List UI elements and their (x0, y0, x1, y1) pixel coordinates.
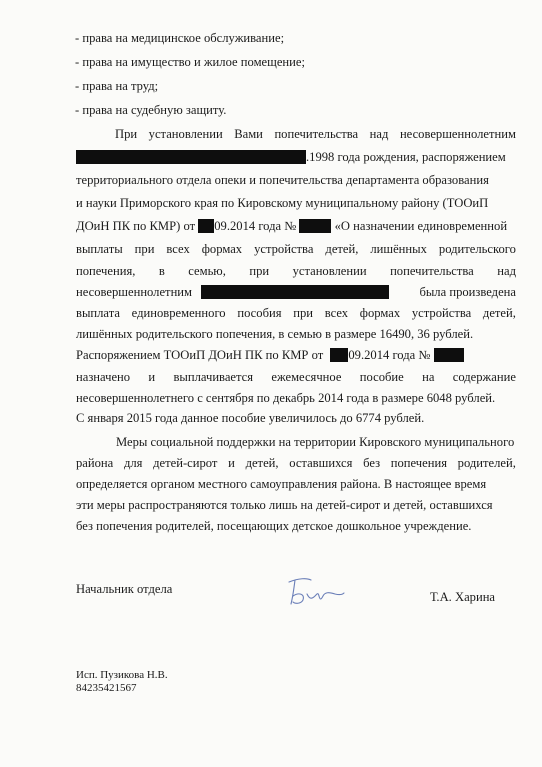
signer-name: Т.А. Харина (430, 590, 496, 604)
text-span: ДОиН ПК по КМР) от (76, 219, 196, 233)
p1-line-6 (76, 242, 516, 257)
word: и (228, 456, 235, 470)
word: детей-сирот (153, 456, 218, 470)
redacted-number (434, 348, 464, 362)
word: выплаты (76, 242, 123, 256)
p1-line-10: лишённых родительского попечения, в семью в размере 16490, 36 рублей. (76, 327, 474, 341)
rights-item-3: - права на труд; (75, 79, 159, 93)
word: родительского (438, 242, 516, 256)
p1-line-4: и науки Приморского края по Кировскому муниципальному району (ТООиП (76, 196, 489, 210)
word: и (148, 370, 156, 384)
rights-item-4: - права на судебную защиту. (75, 103, 227, 117)
word: попечения (390, 456, 447, 470)
p1-line-11 (76, 348, 464, 363)
p2-line-4: эти меры распространяются только лишь на детей-сирот и детей, оставшихся (76, 498, 493, 512)
word: При (115, 127, 138, 141)
word: несовершеннолетним (399, 127, 516, 141)
word: без (363, 456, 381, 470)
redacted-day (330, 348, 348, 362)
word: ежемесячное (271, 370, 342, 384)
p2-line-2 (76, 456, 516, 471)
word: формах (201, 242, 243, 256)
text-span: .1998 года рождения, распоряжением (306, 150, 506, 164)
redacted-day (198, 219, 214, 233)
rights-item-2: - права на имущество и жилое помещение; (75, 55, 305, 69)
p1-line-7 (76, 264, 516, 279)
word: родителей, (457, 456, 516, 470)
word: попечительства (390, 264, 474, 278)
redacted-number (299, 219, 331, 233)
signer-position: Начальник отдела (76, 582, 173, 596)
executor-phone: 84235421567 (76, 682, 137, 694)
text-span: «О назначении единовременной (334, 219, 508, 233)
handwritten-signature (285, 574, 345, 608)
word: детей, (245, 456, 279, 470)
word: выплата (76, 306, 120, 320)
word: Вами (234, 127, 263, 141)
p1-line-2 (76, 150, 506, 165)
word: единовременного (131, 306, 226, 320)
word: для (123, 456, 143, 470)
word: выплачивается (173, 370, 254, 384)
p2-line-1: Меры социальной поддержки на территории Кировского муниципального (116, 435, 515, 449)
word: детей, (482, 306, 516, 320)
word: содержание (452, 370, 516, 384)
word: при (134, 242, 155, 256)
word: при (293, 306, 314, 320)
text-span: 09.2014 года № (214, 219, 297, 233)
word: устройства (411, 306, 472, 320)
word: устройства (254, 242, 314, 256)
word: детей, (325, 242, 359, 256)
rights-item-1: - права на медицинское обслуживание; (75, 31, 285, 45)
redacted-name (76, 150, 306, 164)
p2-line-5: без попечения родителей, посещающих детское дошкольное учреждение. (76, 519, 472, 533)
text-span: несовершеннолетним (76, 285, 193, 299)
word: назначено (76, 370, 131, 384)
word: попечительства (274, 127, 359, 141)
p1-line-12 (76, 370, 516, 385)
p1-line-13: несовершеннолетнего с сентября по декабрь 2014 года в размере 6048 рублей. (76, 391, 496, 405)
text-span: была произведена (419, 285, 516, 299)
word: района (76, 456, 114, 470)
word: формах (359, 306, 401, 320)
word: установлении (292, 264, 367, 278)
word: семью, (188, 264, 226, 278)
p1-line-14: С января 2015 года данное пособие увеличилось до 6774 рублей. (76, 411, 425, 425)
p1-line-5 (76, 219, 507, 234)
p1-line-3: территориального отдела опеки и попечительства департамента образования (76, 173, 489, 187)
word: лишённых (370, 242, 427, 256)
word: над (369, 127, 389, 141)
p2-line-3: определяется органом местного самоуправления района. В настоящее время (76, 477, 487, 491)
word: пособие (359, 370, 404, 384)
executor-name: Исп. Пузикова Н.В. (76, 669, 168, 681)
word: попечения, (76, 264, 136, 278)
p1-line-1 (115, 127, 516, 142)
word: при (249, 264, 270, 278)
word: в (158, 264, 165, 278)
word: всех (166, 242, 190, 256)
word: пособия (237, 306, 282, 320)
redacted-name (201, 285, 389, 299)
word: оставшихся (289, 456, 353, 470)
word: на (422, 370, 435, 384)
p1-line-8 (76, 285, 516, 300)
text-span: 09.2014 года № (348, 348, 431, 362)
word: установлении (148, 127, 223, 141)
word: над (497, 264, 516, 278)
text-span: Распоряжением ТООиП ДОиН ПК по КМР от (76, 348, 324, 362)
word: всех (324, 306, 349, 320)
p1-line-9 (76, 306, 516, 321)
